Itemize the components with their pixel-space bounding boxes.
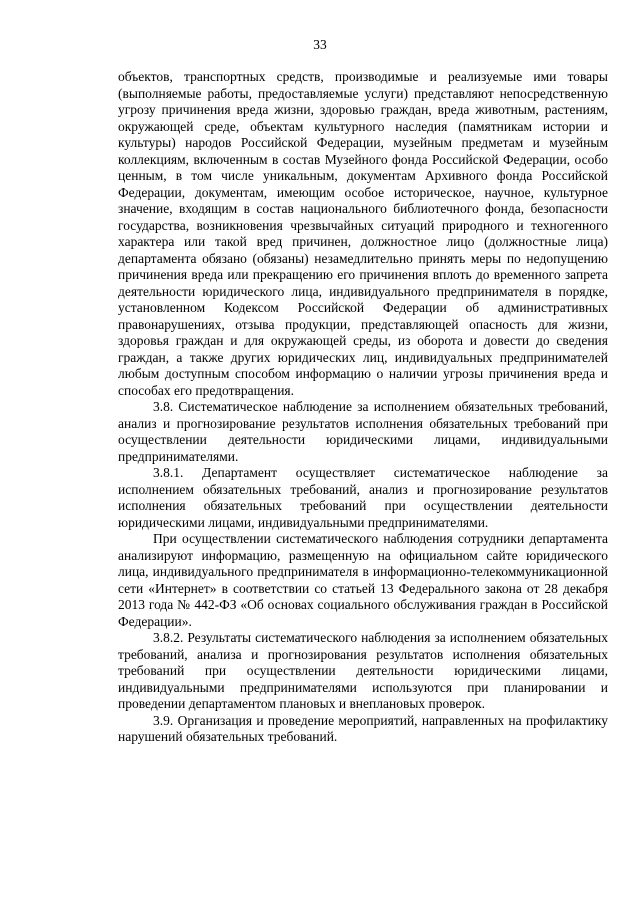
paragraph-3-9: 3.9. Организация и проведение мероприятий, направленных на профилактику нарушений обязательных требований. [118,712,608,744]
document-body [118,69,608,746]
paragraph-continuation: объектов, транспортных средств, производимые и реализуемые ими товары (выполняемые работы, предоставляемые услуги) представляют непосредственную угрозу причинения вреда жизни, здоровью граждан, вреда животным, растениям, окружающей среде, объектам культурного наследия (памятникам истории и культуры) народов Российской Федерации, музейным предметам и музейным коллекциям, включенным в состав Музейного фонда Российской Федерации, особо ценным, в том числе уникальным, документам Архивного фонда Российской Федерации, документам, имеющим особое историческое, научное, культурное значение, входящим в состав национального библиотечного фонда, безопасности государства, возникновения чрезвычайных ситуаций природного и техногенного характера или такой вред причинен, должностное лицо (должностные лица) департамента обязано (обязаны) незамедлительно принять меры по недопущению причинения вреда или прекращению его причинения вплоть до временного запрета деятельности юридического лица, индивидуального предпринимателя в порядке, установленном Кодексом Российской Федерации об административных правонарушениях, отзыва продукции, представляющей опасность для жизни, здоровья граждан и для окружающей среды, из оборота и довести до сведения граждан, а также других юридических лиц, индивидуальных предпринимателей любым доступным способом информацию о наличии угрозы причинения вреда и способах его предотвращения. [118,69,608,398]
paragraph-3-8: 3.8. Систематическое наблюдение за исполнением обязательных требований, анализ и прогнозирование результатов исполнения обязательных требований при осуществлении деятельности юридическими лицами, индивидуальными предпринимателями. [118,399,608,464]
page-number: 33 [313,37,327,52]
paragraph-3-8-1-monitoring: При осуществлении систематического наблюдения сотрудники департамента анализируют информацию, размещенную на официальном сайте юридического лица, индивидуального предпринимателя в информационно-телекоммуникационной сети «Интернет» в соответствии со статьей 13 Федерального закона от 28 декабря 2013 года № 442-ФЗ «Об основах социального обслуживания граждан в Российской Федерации». [118,531,608,629]
paragraph-3-8-2: 3.8.2. Результаты систематического наблюдения за исполнением обязательных требований, анализа и прогнозирования результатов исполнения обязательных требований при осуществлении деятельности юридическими лицами, индивидуальными предпринимателями используются при планировании и проведении департаментом плановых и внеплановых проверок. [118,630,608,711]
paragraph-3-8-1: 3.8.1. Департамент осуществляет систематическое наблюдение за исполнением обязательных требований, анализ и прогнозирование результатов исполнения обязательных требований при осуществлении деятельности юридическими лицами, индивидуальными предпринимателями. [118,465,608,530]
